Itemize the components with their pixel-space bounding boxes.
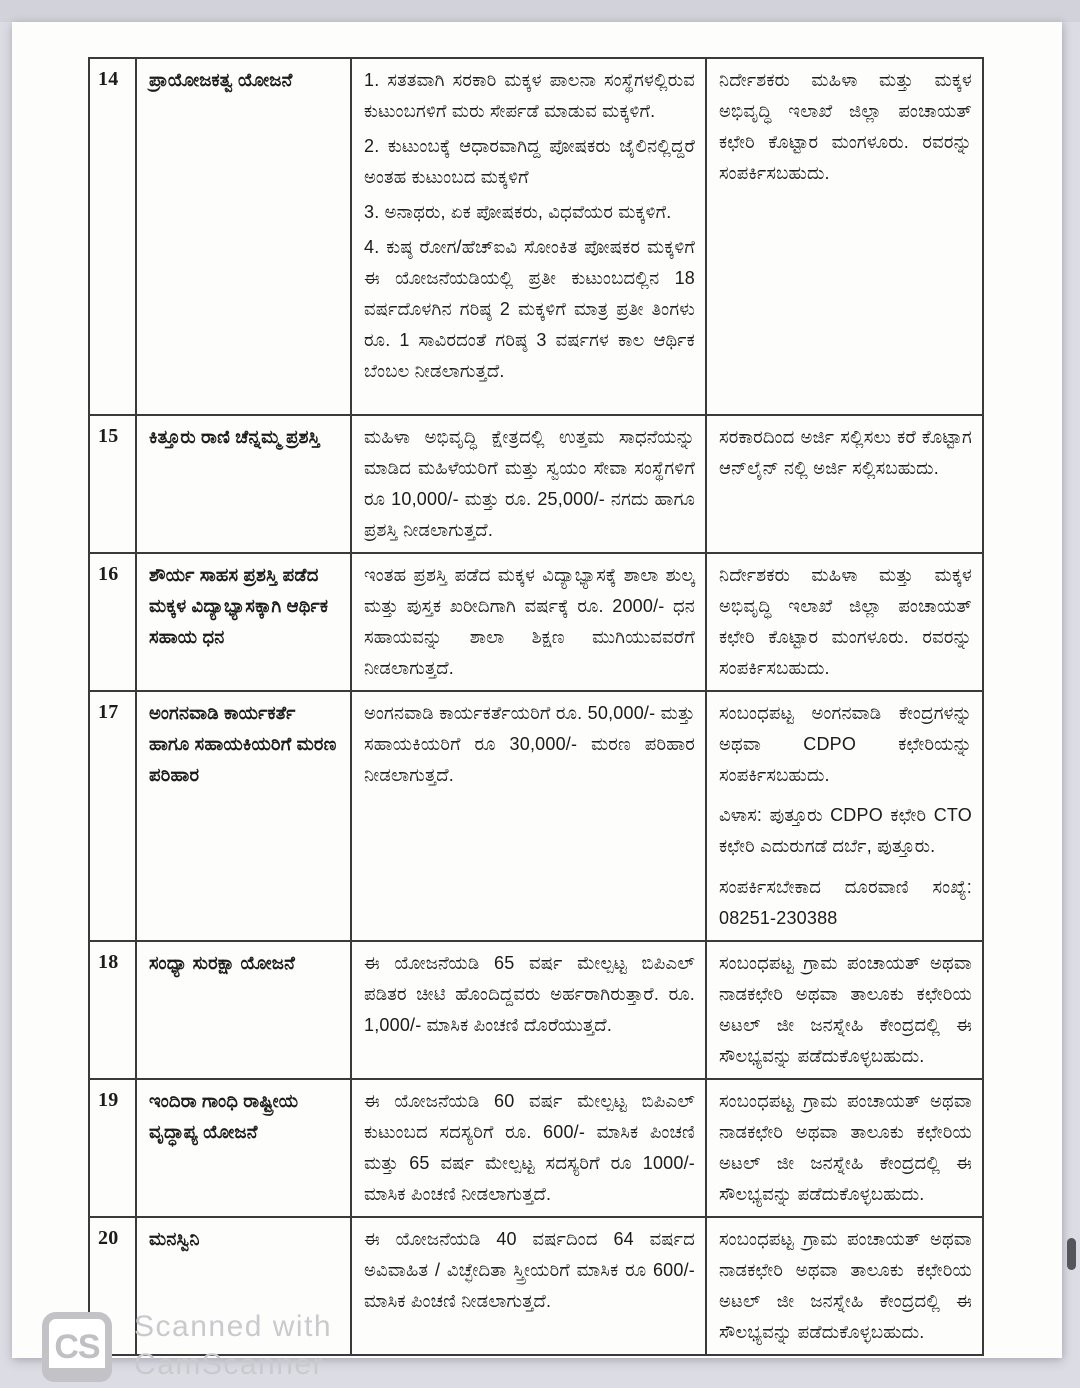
scheme-description: [351, 691, 706, 942]
scheme-name: ಮನಸ್ವಿನಿ: [136, 1217, 351, 1355]
description-paragraph: ಮಹಿಳಾ ಅಭಿವೃದ್ಧಿ ಕ್ಷೇತ್ರದಲ್ಲಿ ಉತ್ತಮ ಸಾಧನೆಯನ್ನು ಮಾಡಿದ ಮಹಿಳೆಯರಿಗೆ ಮತ್ತು ಸ್ವಯಂ ಸೇವಾ ಸಂಸ್ಥೆಗಳಿಗೆ ರೂ 10,000/- ಮತ್ತು ರೂ. 25,000/- ನಗದು ಹಾಗೂ ಪ್ರಶಸ್ತಿ ನೀಡಲಾಗುತ್ತದೆ.: [364, 427, 695, 540]
row-number: 17: [89, 691, 136, 942]
row-number: 18: [89, 941, 136, 1079]
description-paragraph: ಈ ಯೋಜನೆಯಡಿ 60 ವರ್ಷ ಮೇಲ್ಪಟ್ಟ ಬಿಪಿಎಲ್ ಕುಟುಂಬದ ಸದಸ್ಯರಿಗೆ ರೂ. 600/- ಮಾಸಿಕ ಪಿಂಚಣಿ ಮತ್ತು 65 ವರ್ಷ ಮೇಲ್ಪಟ್ಟ ಸದಸ್ಯರಿಗೆ ರೂ 1000/- ಮಾಸಿಕ ಪಿಂಚಣಿ ನೀಡಲಾಗುತ್ತದೆ.: [364, 1091, 695, 1204]
camscanner-logo-text: CS: [54, 1327, 100, 1366]
watermark-line-2: CamScanner: [134, 1348, 325, 1381]
description-paragraph: ಈ ಯೋಜನೆಯಡಿ 40 ವರ್ಷದಿಂದ 64 ವರ್ಷದ ಅವಿವಾಹಿತ / ವಿಚ್ಛೇದಿತಾ ಸ್ತ್ರೀಯರಿಗೆ ಮಾಸಿಕ ರೂ 600/- ಮಾಸಿಕ ಪಿಂಚಣಿ ನೀಡಲಾಗುತ್ತದೆ.: [364, 1228, 695, 1311]
scheme-name: ಪ್ರಾಯೋಜಕತ್ವ ಯೋಜನೆ: [136, 58, 351, 415]
row-number: 19: [89, 1079, 136, 1217]
contact-paragraph: ಸಂಬಂಧಪಟ್ಟ ಗ್ರಾಮ ಪಂಚಾಯತ್ ಅಥವಾ ನಾಡಕಛೇರಿ ಅಥವಾ ತಾಲೂಕು ಕಛೇರಿಯ ಅಟಲ್ ಜೀ ಜನಸ್ನೇಹಿ ಕೇಂದ್ರದಲ್ಲಿ ಈ ಸೌಲಭ್ಯವನ್ನು ಪಡೆದುಕೊಳ್ಳಬಹುದು.: [719, 953, 972, 1067]
scheme-contact: [706, 691, 983, 942]
row-number: 20: [89, 1217, 136, 1355]
description-paragraph: 3. ಅನಾಥರು, ಏಕ ಪೋಷಕರು, ವಿಧವೆಯರ ಮಕ್ಕಳಿಗೆ.: [364, 201, 672, 222]
scheme-contact: [706, 553, 983, 691]
scanned-document-page: [12, 22, 1062, 1381]
scheme-contact: [706, 1079, 983, 1217]
row-number: 16: [89, 553, 136, 691]
table-row: [89, 1079, 983, 1217]
scheme-name: ಶೌರ್ಯ ಸಾಹಸ ಪ್ರಶಸ್ತಿ ಪಡೆದ ಮಕ್ಕಳ ವಿದ್ಯಾಭ್ಯಾಸಕ್ಕಾಗಿ ಆರ್ಥಿಕ ಸಹಾಯ ಧನ: [136, 553, 351, 691]
scheme-name: ಅಂಗನವಾಡಿ ಕಾರ್ಯಕರ್ತೆ ಹಾಗೂ ಸಹಾಯಕಿಯರಿಗೆ ಮರಣ ಪರಿಹಾರ: [136, 691, 351, 942]
contact-paragraph: ಸಂಪರ್ಕಿಸಬೇಕಾದ ದೂರವಾಣಿ ಸಂಖ್ಯೆ: 08251-230388: [719, 877, 972, 929]
description-paragraph: ಈ ಯೋಜನೆಯಡಿ 65 ವರ್ಷ ಮೇಲ್ಪಟ್ಟ ಬಿಪಿಎಲ್ ಪಡಿತರ ಚೀಟಿ ಹೊಂದಿದ್ದವರು ಅರ್ಹರಾಗಿರುತ್ತಾರೆ. ರೂ. 1,000/- ಮಾಸಿಕ ಪಿಂಚಣಿ ದೊರೆಯುತ್ತದೆ.: [364, 953, 695, 1036]
scheme-contact: [706, 941, 983, 1079]
scan-top-margin: [0, 0, 1080, 22]
description-paragraph: ಇಂತಹ ಪ್ರಶಸ್ತಿ ಪಡೆದ ಮಕ್ಕಳ ವಿದ್ಯಾಭ್ಯಾಸಕ್ಕೆ ಶಾಲಾ ಶುಲ್ಕ ಮತ್ತು ಪುಸ್ತಕ ಖರೀದಿಗಾಗಿ ವರ್ಷಕ್ಕೆ ರೂ. 2000/- ಧನ ಸಹಾಯವನ್ನು ಶಾಲಾ ಶಿಕ್ಷಣ ಮುಗಿಯುವವರೆಗೆ ನೀಡಲಾಗುತ್ತದೆ.: [364, 564, 695, 678]
row-number: 15: [89, 415, 136, 553]
camscanner-watermark: [42, 1308, 462, 1388]
description-paragraph: 4. ಕುಷ್ಠ ರೋಗ/ಹೆಚ್‌ಐವಿ ಸೋಂಕಿತ ಪೋಷಕರ ಮಕ್ಕಳಿಗೆ ಈ ಯೋಜನೆಯಡಿಯಲ್ಲಿ ಪ್ರತೀ ಕುಟುಂಬದಲ್ಲಿನ 18 ವರ್ಷದೊಳಗಿನ ಗರಿಷ್ಠ 2 ಮಕ್ಕಳಿಗೆ ಮಾತ್ರ ಪ್ರತೀ ತಿಂಗಳು ರೂ. 1 ಸಾವಿರದಂತೆ ಗರಿಷ್ಠ 3 ವರ್ಷಗಳ ಕಾಲ ಆರ್ಥಿಕ ಬೆಂಬಲ ನೀಡಲಾಗುತ್ತದೆ.: [364, 236, 695, 381]
contact-paragraph: ಸರಕಾರದಿಂದ ಅರ್ಜಿ ಸಲ್ಲಿಸಲು ಕರೆ ಕೊಟ್ಟಾಗ ಆನ್‌ಲೈನ್ ನಲ್ಲಿ ಅರ್ಜಿ ಸಲ್ಲಿಸಬಹುದು.: [719, 427, 972, 478]
scheme-description: [351, 415, 706, 553]
watermark-text: [134, 1308, 332, 1384]
contact-paragraph: ವಿಳಾಸ: ಪುತ್ತೂರು CDPO ಕಛೇರಿ CTO ಕಛೇರಿ ಎದುರುಗಡೆ ದರ್ಬೆ, ಪುತ್ತೂರು.: [719, 805, 972, 857]
description-paragraph: 2. ಕುಟುಂಬಕ್ಕೆ ಆಧಾರವಾಗಿದ್ದ ಪೋಷಕರು ಜೈಲಿನಲ್ಲಿದ್ದರೆ ಅಂತಹ ಕುಟುಂಬದ ಮಕ್ಕಳಿಗೆ: [364, 135, 695, 187]
contact-paragraph: ನಿರ್ದೇಶಕರು ಮಹಿಳಾ ಮತ್ತು ಮಕ್ಕಳ ಅಭಿವೃದ್ಧಿ ಇಲಾಖೆ ಜಿಲ್ಲಾ ಪಂಚಾಯತ್ ಕಛೇರಿ ಕೊಟ್ಟಾರ ಮಂಗಳೂರು. ರವರನ್ನು ಸಂಪರ್ಕಿಸಬಹುದು.: [719, 70, 972, 183]
schemes-table: [88, 57, 984, 1356]
contact-paragraph: ನಿರ್ದೇಶಕರು ಮಹಿಳಾ ಮತ್ತು ಮಕ್ಕಳ ಅಭಿವೃದ್ಧಿ ಇಲಾಖೆ ಜಿಲ್ಲಾ ಪಂಚಾಯತ್ ಕಛೇರಿ ಕೊಟ್ಟಾರ ಮಂಗಳೂರು. ರವರನ್ನು ಸಂಪರ್ಕಿಸಬಹುದು.: [719, 564, 972, 678]
camscanner-logo-tab: [42, 1368, 112, 1382]
scheme-description: [351, 58, 706, 415]
scheme-description: [351, 553, 706, 691]
scheme-description: [351, 941, 706, 1079]
scheme-contact: [706, 1217, 983, 1355]
camscanner-logo-icon: [42, 1312, 112, 1382]
watermark-line-1: Scanned with: [134, 1310, 333, 1343]
description-paragraph: ಅಂಗನವಾಡಿ ಕಾರ್ಯಕರ್ತೆಯರಿಗೆ ರೂ. 50,000/- ಮತ್ತು ಸಹಾಯಕಿಯರಿಗೆ ರೂ 30,000/- ಮರಣ ಪರಿಹಾರ ನೀಡಲಾಗುತ್ತದೆ.: [364, 702, 695, 785]
scrollbar-thumb[interactable]: [1067, 1238, 1076, 1270]
scheme-description: [351, 1079, 706, 1217]
table-row: [89, 691, 983, 942]
table-row: [89, 553, 983, 691]
scheme-contact: [706, 58, 983, 415]
contact-paragraph: ಸಂಬಂಧಪಟ್ಟ ಗ್ರಾಮ ಪಂಚಾಯತ್ ಅಥವಾ ನಾಡಕಛೇರಿ ಅಥವಾ ತಾಲೂಕು ಕಛೇರಿಯ ಅಟಲ್ ಜೀ ಜನಸ್ನೇಹಿ ಕೇಂದ್ರದಲ್ಲಿ ಈ ಸೌಲಭ್ಯವನ್ನು ಪಡೆದುಕೊಳ್ಳಬಹುದು.: [719, 1228, 972, 1342]
table-row: [89, 941, 983, 1079]
table-row: [89, 415, 983, 553]
contact-paragraph: ಸಂಬಂಧಪಟ್ಟ ಗ್ರಾಮ ಪಂಚಾಯತ್ ಅಥವಾ ನಾಡಕಛೇರಿ ಅಥವಾ ತಾಲೂಕು ಕಛೇರಿಯ ಅಟಲ್ ಜೀ ಜನಸ್ನೇಹಿ ಕೇಂದ್ರದಲ್ಲಿ ಈ ಸೌಲಭ್ಯವನ್ನು ಪಡೆದುಕೊಳ್ಳಬಹುದು.: [719, 1091, 972, 1204]
row-number: 14: [89, 58, 136, 415]
description-paragraph: 1. ಸತತವಾಗಿ ಸರಕಾರಿ ಮಕ್ಕಳ ಪಾಲನಾ ಸಂಸ್ಥೆಗಳಲ್ಲಿರುವ ಕುಟುಂಬಗಳಿಗೆ ಮರು ಸೇರ್ಪಡೆ ಮಾಡುವ ಮಕ್ಕಳಿಗೆ.: [364, 70, 695, 121]
contact-paragraph: ಸಂಬಂಧಪಟ್ಟ ಅಂಗನವಾಡಿ ಕೇಂದ್ರಗಳನ್ನು ಅಥವಾ CDPO ಕಛೇರಿಯನ್ನು ಸಂಪರ್ಕಿಸಬಹುದು.: [719, 702, 972, 785]
scheme-name: ಇಂದಿರಾ ಗಾಂಧಿ ರಾಷ್ಟ್ರೀಯ ವೃದ್ಧಾಪ್ಯ ಯೋಜನೆ: [136, 1079, 351, 1217]
scheme-name: ಕಿತ್ತೂರು ರಾಣಿ ಚೆನ್ನಮ್ಮ ಪ್ರಶಸ್ತಿ: [136, 415, 351, 553]
scheme-name: ಸಂಧ್ಯಾ ಸುರಕ್ಷಾ ಯೋಜನೆ: [136, 941, 351, 1079]
scheme-contact: [706, 415, 983, 553]
table-row: [89, 58, 983, 415]
